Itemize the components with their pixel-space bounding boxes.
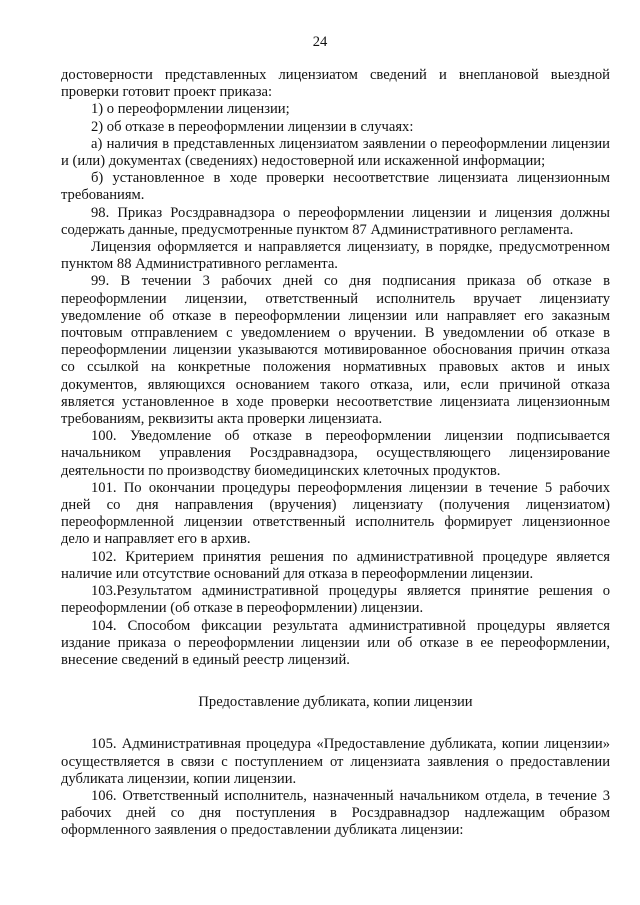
paragraph-item-1: 1) о переоформлении лицензии; bbox=[91, 101, 290, 118]
paragraph-subitem-b: б) установленное в ходе проверки несоответствие лицензиата лицензионным требованиям. bbox=[61, 170, 610, 204]
paragraph-100: 100. Уведомление об отказе в переоформлении лицензии подписывается начальником управления Росздравнадзора, осуществляющего лицензирование деятельности по производству биомедицинских клеточных продуктов. bbox=[61, 428, 610, 479]
page-number: 24 bbox=[312, 34, 328, 50]
section-heading: Предоставление дубликата, копии лицензии bbox=[198, 694, 473, 711]
paragraph-continuation: достоверности представленных лицензиатом сведений и внеплановой выездной проверки готовит проект приказа: bbox=[61, 67, 610, 101]
paragraph-102: 102. Критерием принятия решения по административной процедуре является наличие или отсутствие оснований для отказа в переоформлении лицензии. bbox=[61, 548, 610, 582]
document-body bbox=[61, 67, 610, 840]
paragraph-subitem-a: а) наличия в представленных лицензиатом заявлении о переоформлении лицензии и (или) документах (сведениях) недостоверной или искаженной информации; bbox=[61, 135, 610, 170]
paragraph-license-issuance: Лицензия оформляется и направляется лицензиату, в порядке, предусмотренном пунктом 88 Административного регламента. bbox=[61, 239, 610, 273]
paragraph-106: 106. Ответственный исполнитель, назначенный начальником отдела, в течение 3 рабочих дней со дня поступления в Росздравнадзор надлежащим образом оформленного заявления о предоставлении дубликата лицензии: bbox=[61, 787, 610, 839]
paragraph-104: 104. Способом фиксации результата административной процедуры является издание приказа о переоформлении лицензии или об отказе в ее переоформлении, внесение сведений в единый реестр лицензий. bbox=[61, 617, 610, 668]
paragraph-98: 98. Приказ Росздравнадзора о переоформлении лицензии и лицензия должны содержать данные, предусмотренные пунктом 87 Административного регламента. bbox=[61, 204, 610, 238]
paragraph-103: 103.Результатом административной процедуры является принятие решения о переоформлении (об отказе в переоформлении) лицензии. bbox=[61, 583, 610, 617]
paragraph-99: 99. В течении 3 рабочих дней со дня подписания приказа об отказе в переоформлении лицензии, ответственный исполнитель вручает лицензиату уведомление об отказе в переоформлении лицензии или направляет его заказным почтовым отправлением с уведомлением о вручении. В уведомлении об отказе в переоформлении лицензии указываются мотивированное обоснования причин отказа со ссылкой на конкретные положения нормативных правовых актов и иных документов, являющихся основанием такого отказа, или, если причиной отказа является установленное в ходе проверки несоответствие лицензиата лицензионным требованиям, реквизиты акта проверки лицензиата. bbox=[61, 273, 610, 428]
paragraph-105: 105. Административная процедура «Предоставление дубликата, копии лицензии» осуществляется в связи с поступлением от лицензиата заявления о предоставлении дубликата лицензии, копии лицензии. bbox=[61, 736, 610, 787]
paragraph-item-2: 2) об отказе в переоформлении лицензии в случаях: bbox=[91, 118, 414, 135]
paragraph-101: 101. По окончании процедуры переоформления лицензии в течение 5 рабочих дней со дня направления (вручения) лицензиату (получения лицензиатом) переоформленной лицензии ответственный исполнитель формирует лицензионное дело и направляет его в архив. bbox=[61, 479, 610, 548]
